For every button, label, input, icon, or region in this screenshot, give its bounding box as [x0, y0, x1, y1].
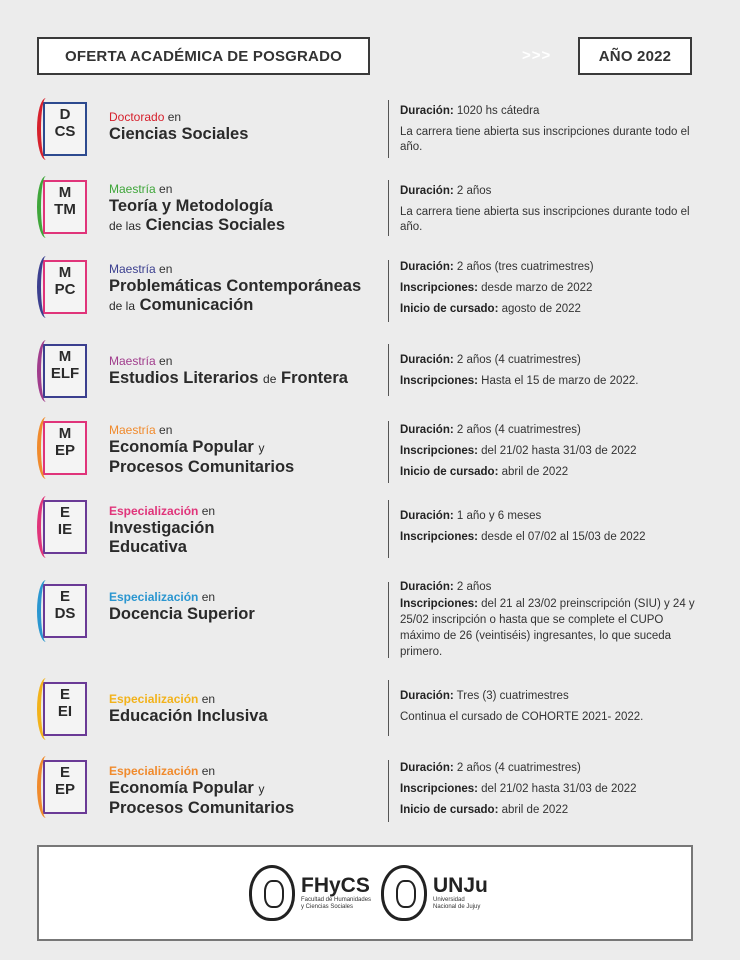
program-badge: E EI: [37, 678, 89, 740]
program-badge: D CS: [37, 98, 89, 160]
program-badge: E IE: [37, 496, 89, 558]
program-info: Duración: 1 año y 6 meses Inscripciones: desde el 07/02 al 15/03 de 2022: [400, 510, 646, 543]
program-title: Especialización en Educación Inclusiva: [109, 692, 268, 725]
program-info: Duración: 2 años (4 cuatrimestres) Inscripciones: Hasta el 15 de marzo de 2022.: [400, 354, 639, 387]
arrows-decoration: >>>: [522, 47, 552, 64]
program-info: Duración: 1020 hs cátedra La carrera tiene abierta sus inscripciones durante todo el año.: [400, 105, 690, 153]
program-badge: E EP: [37, 756, 89, 818]
program-title: Maestría en Estudios Literarios de Frontera: [109, 354, 348, 387]
program-title: Maestría en Economía Popular y Procesos Comunitarios: [109, 423, 295, 476]
unju-seal-icon: [381, 865, 427, 921]
program-info: Duración: 2 años (tres cuatrimestres) Inscripciones: desde marzo de 2022 Inicio de cursado: agosto de 2022: [400, 261, 594, 315]
program-info: Duración: 2 años La carrera tiene abierta sus inscripciones durante todo el año.: [400, 185, 690, 233]
fhycs-seal-icon: [249, 865, 295, 921]
footer-logos: [37, 845, 693, 941]
program-info: Duración: Tres (3) cuatrimestres Continua el cursado de COHORTE 2021- 2022.: [400, 690, 644, 723]
unju-logo: UNJu Universidad Nacional de Jujuy: [381, 865, 488, 921]
program-title: Especialización en Investigación Educativa: [109, 504, 216, 556]
program-info: Duración: 2 años Inscripciones: del 21 al 23/02 preinscripción (SIU) y 24 y 25/02 inscripción o hasta que se complete el CUPO máximo de 26 (veintiséis) ingresantes, lo que suceda primero.: [400, 581, 695, 658]
program-info: Duración: 2 años (4 cuatrimestres) Inscripciones: del 21/02 hasta 31/03 de 2022 Inicio de cursado: abril de 2022: [400, 424, 637, 478]
program-badge: M TM: [37, 176, 89, 238]
fhycs-logo: FHyCS Facultad de Humanidades y Ciencias Sociales: [249, 865, 371, 921]
header-title: OFERTA ACADÉMICA DE POSGRADO: [37, 37, 370, 75]
program-title: Maestría en Teoría y Metodología de las Ciencias Sociales: [109, 182, 286, 234]
program-title: Especialización en Docencia Superior: [109, 590, 255, 623]
program-badge: M ELF: [37, 340, 89, 402]
program-title: Maestría en Problemáticas Contemporáneas de la Comunicación: [109, 262, 362, 314]
program-info: Duración: 2 años (4 cuatrimestres) Inscripciones: del 21/02 hasta 31/03 de 2022 Inicio de cursado: abril de 2022: [400, 762, 637, 816]
header-year: AÑO 2022: [578, 37, 692, 75]
program-badge: M PC: [37, 256, 89, 318]
program-badge: E DS: [37, 580, 89, 642]
program-badge: M EP: [37, 417, 89, 479]
program-title: Especialización en Economía Popular y Procesos Comunitarios: [109, 764, 295, 817]
program-title: Doctorado en Ciencias Sociales: [109, 110, 249, 143]
